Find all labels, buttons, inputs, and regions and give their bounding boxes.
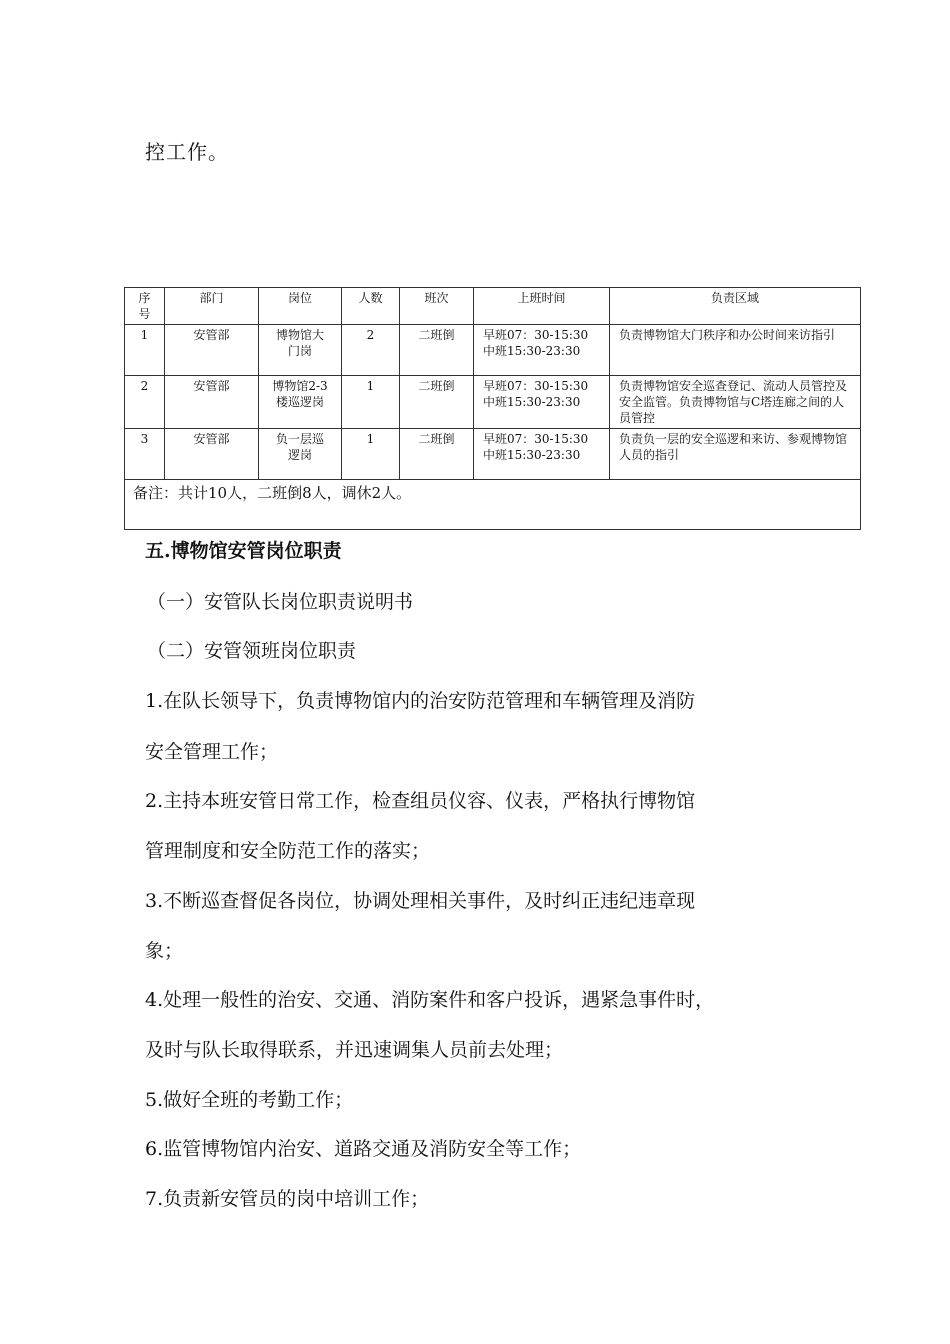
section-title: 五.博物馆安管岗位职责 <box>145 540 342 562</box>
time-mid: 中班15:30-23:30 <box>483 344 581 358</box>
table-note: 备注：共计10人，二班倒8人，调休2人。 <box>125 480 861 530</box>
duty-line: 7.负责新安管员的岗中培训工作； <box>145 1188 430 1210</box>
table-row <box>125 376 861 429</box>
cell-count: 2 <box>342 325 400 376</box>
duty-line: 2.主持本班安管日常工作，检查组员仪容、仪表，严格执行博物馆 <box>145 790 696 812</box>
cell-shift: 二班倒 <box>400 429 474 480</box>
cell-dept: 安管部 <box>165 325 259 376</box>
duty-line: 安全管理工作； <box>145 741 279 763</box>
cell-area: 负责博物馆大门秩序和办公时间来访指引 <box>610 325 861 376</box>
cell-dept: 安管部 <box>165 429 259 480</box>
duty-line: 3.不断巡查督促各岗位，协调处理相关事件，及时纠正违纪违章现 <box>145 890 696 912</box>
subsection-foreman: （二）安管领班岗位职责 <box>147 640 357 662</box>
duty-line: 管理制度和安全防范工作的落实； <box>145 840 431 862</box>
header-dept: 部门 <box>165 288 259 325</box>
time-mid: 中班15:30-23:30 <box>483 448 581 462</box>
duty-line: 6.监管博物馆内治安、道路交通及消防安全等工作； <box>145 1138 582 1160</box>
header-no: 序号 <box>125 288 165 325</box>
cell-area: 负责负一层的安全巡逻和来访、参观博物馆人员的指引 <box>610 429 861 480</box>
lead-text: 控工作。 <box>145 140 229 164</box>
header-time: 上班时间 <box>474 288 610 325</box>
cell-no: 3 <box>125 429 165 480</box>
cell-count: 1 <box>342 376 400 429</box>
subsection-captain: （一）安管队长岗位职责说明书 <box>147 591 414 613</box>
table-header-row <box>125 288 861 325</box>
header-shift: 班次 <box>400 288 474 325</box>
duty-line: 1.在队长领导下，负责博物馆内的治安防范管理和车辆管理及消防 <box>145 690 696 712</box>
table-note-row <box>125 480 861 530</box>
duty-line: 象； <box>145 940 184 962</box>
duty-line: 5.做好全班的考勤工作； <box>145 1089 354 1111</box>
time-mid: 中班15:30-23:30 <box>483 395 581 409</box>
cell-count: 1 <box>342 429 400 480</box>
cell-no: 1 <box>125 325 165 376</box>
header-post: 岗位 <box>259 288 342 325</box>
header-count: 人数 <box>342 288 400 325</box>
time-early: 早班07：30-15:30 <box>483 379 589 393</box>
table-row <box>125 325 861 376</box>
time-early: 早班07：30-15:30 <box>483 432 589 446</box>
table-row <box>125 429 861 480</box>
staffing-table <box>124 287 861 530</box>
cell-post: 负一层巡逻岗 <box>259 429 342 480</box>
header-area: 负责区域 <box>610 288 861 325</box>
cell-time <box>474 429 610 480</box>
cell-shift: 二班倒 <box>400 325 474 376</box>
cell-time <box>474 376 610 429</box>
cell-post: 博物馆大门岗 <box>259 325 342 376</box>
cell-post: 博物馆2-3楼巡逻岗 <box>259 376 342 429</box>
duty-line: 及时与队长取得联系，并迅速调集人员前去处理； <box>145 1039 564 1061</box>
cell-area: 负责博物馆安全巡查登记、流动人员管控及安全监管。负责博物馆与C塔连廊之间的人员管控 <box>610 376 861 429</box>
duty-line: 4.处理一般性的治安、交通、消防案件和客户投诉，遇紧急事件时， <box>145 989 715 1011</box>
time-early: 早班07：30-15:30 <box>483 328 589 342</box>
cell-time <box>474 325 610 376</box>
cell-no: 2 <box>125 376 165 429</box>
cell-dept: 安管部 <box>165 376 259 429</box>
cell-shift: 二班倒 <box>400 376 474 429</box>
